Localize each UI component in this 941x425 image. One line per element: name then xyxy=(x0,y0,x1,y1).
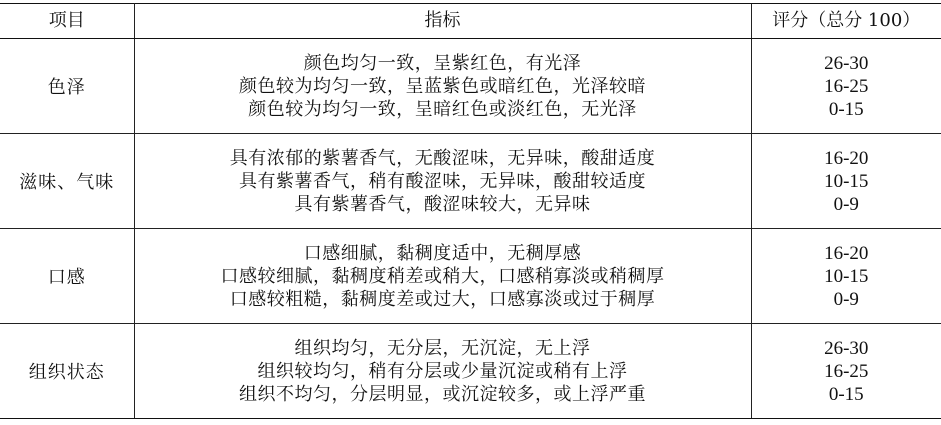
indicator-line: 具有紫薯香气，稍有酸涩味，无异味，酸甜较适度 xyxy=(239,170,646,192)
header-indicator: 指标 xyxy=(134,4,751,39)
table-row xyxy=(0,324,941,419)
score-value: 26-30 xyxy=(824,52,869,74)
score-value: 16-20 xyxy=(824,242,869,264)
indicator-line: 组织均匀，无分层，无沉淀，无上浮 xyxy=(294,337,591,359)
score-value: 10-15 xyxy=(824,170,869,192)
score-value: 0-9 xyxy=(833,288,859,310)
score-cell xyxy=(751,134,941,229)
table-row xyxy=(0,39,941,134)
score-value: 0-15 xyxy=(828,383,864,405)
table-row xyxy=(0,229,941,324)
table-header-row xyxy=(0,4,941,39)
score-value: 16-20 xyxy=(824,147,869,169)
item-cell xyxy=(0,39,134,134)
item-cell xyxy=(0,134,134,229)
item-label: 滋味、气味 xyxy=(19,172,115,193)
score-value: 16-25 xyxy=(824,360,869,382)
indicator-line: 口感细腻，黏稠度适中，无稠厚感 xyxy=(303,242,582,264)
indicator-line: 口感较细腻，黏稠度稍差或稍大，口感稍寡淡或稍稠厚 xyxy=(220,265,665,287)
score-cell xyxy=(751,324,941,419)
sensory-evaluation-table xyxy=(0,3,941,419)
item-label: 组织状态 xyxy=(28,362,105,383)
indicator-line: 具有紫薯香气，酸涩味较大，无异味 xyxy=(294,193,591,215)
indicator-cell xyxy=(134,229,751,324)
score-value: 0-15 xyxy=(828,98,864,120)
header-score: 评分（总分 100） xyxy=(751,4,941,39)
indicator-line: 颜色均匀一致，呈紫红色，有光泽 xyxy=(303,52,582,74)
score-value: 10-15 xyxy=(824,265,869,287)
score-cell xyxy=(751,39,941,134)
score-value: 26-30 xyxy=(824,337,869,359)
indicator-line: 颜色较为均匀一致，呈暗红色或淡红色，无光泽 xyxy=(248,98,637,120)
indicator-line: 组织不均匀，分层明显，或沉淀较多，或上浮严重 xyxy=(239,383,646,405)
indicator-cell xyxy=(134,134,751,229)
score-cell xyxy=(751,229,941,324)
item-cell xyxy=(0,229,134,324)
indicator-line: 具有浓郁的紫薯香气，无酸涩味，无异味，酸甜适度 xyxy=(229,147,656,169)
item-cell xyxy=(0,324,134,419)
indicator-line: 颜色较为均匀一致，呈蓝紫色或暗红色，光泽较暗 xyxy=(239,75,646,97)
table-row xyxy=(0,134,941,229)
indicator-line: 组织较均匀，稍有分层或少量沉淀或稍有上浮 xyxy=(257,360,628,382)
score-value: 0-9 xyxy=(833,193,859,215)
indicator-cell xyxy=(134,324,751,419)
item-label: 口感 xyxy=(47,267,86,288)
item-label: 色泽 xyxy=(47,77,86,98)
indicator-cell xyxy=(134,39,751,134)
header-item: 项目 xyxy=(0,4,134,39)
indicator-line: 口感较粗糙，黏稠度差或过大，口感寡淡或过于稠厚 xyxy=(229,288,656,310)
score-value: 16-25 xyxy=(824,75,869,97)
